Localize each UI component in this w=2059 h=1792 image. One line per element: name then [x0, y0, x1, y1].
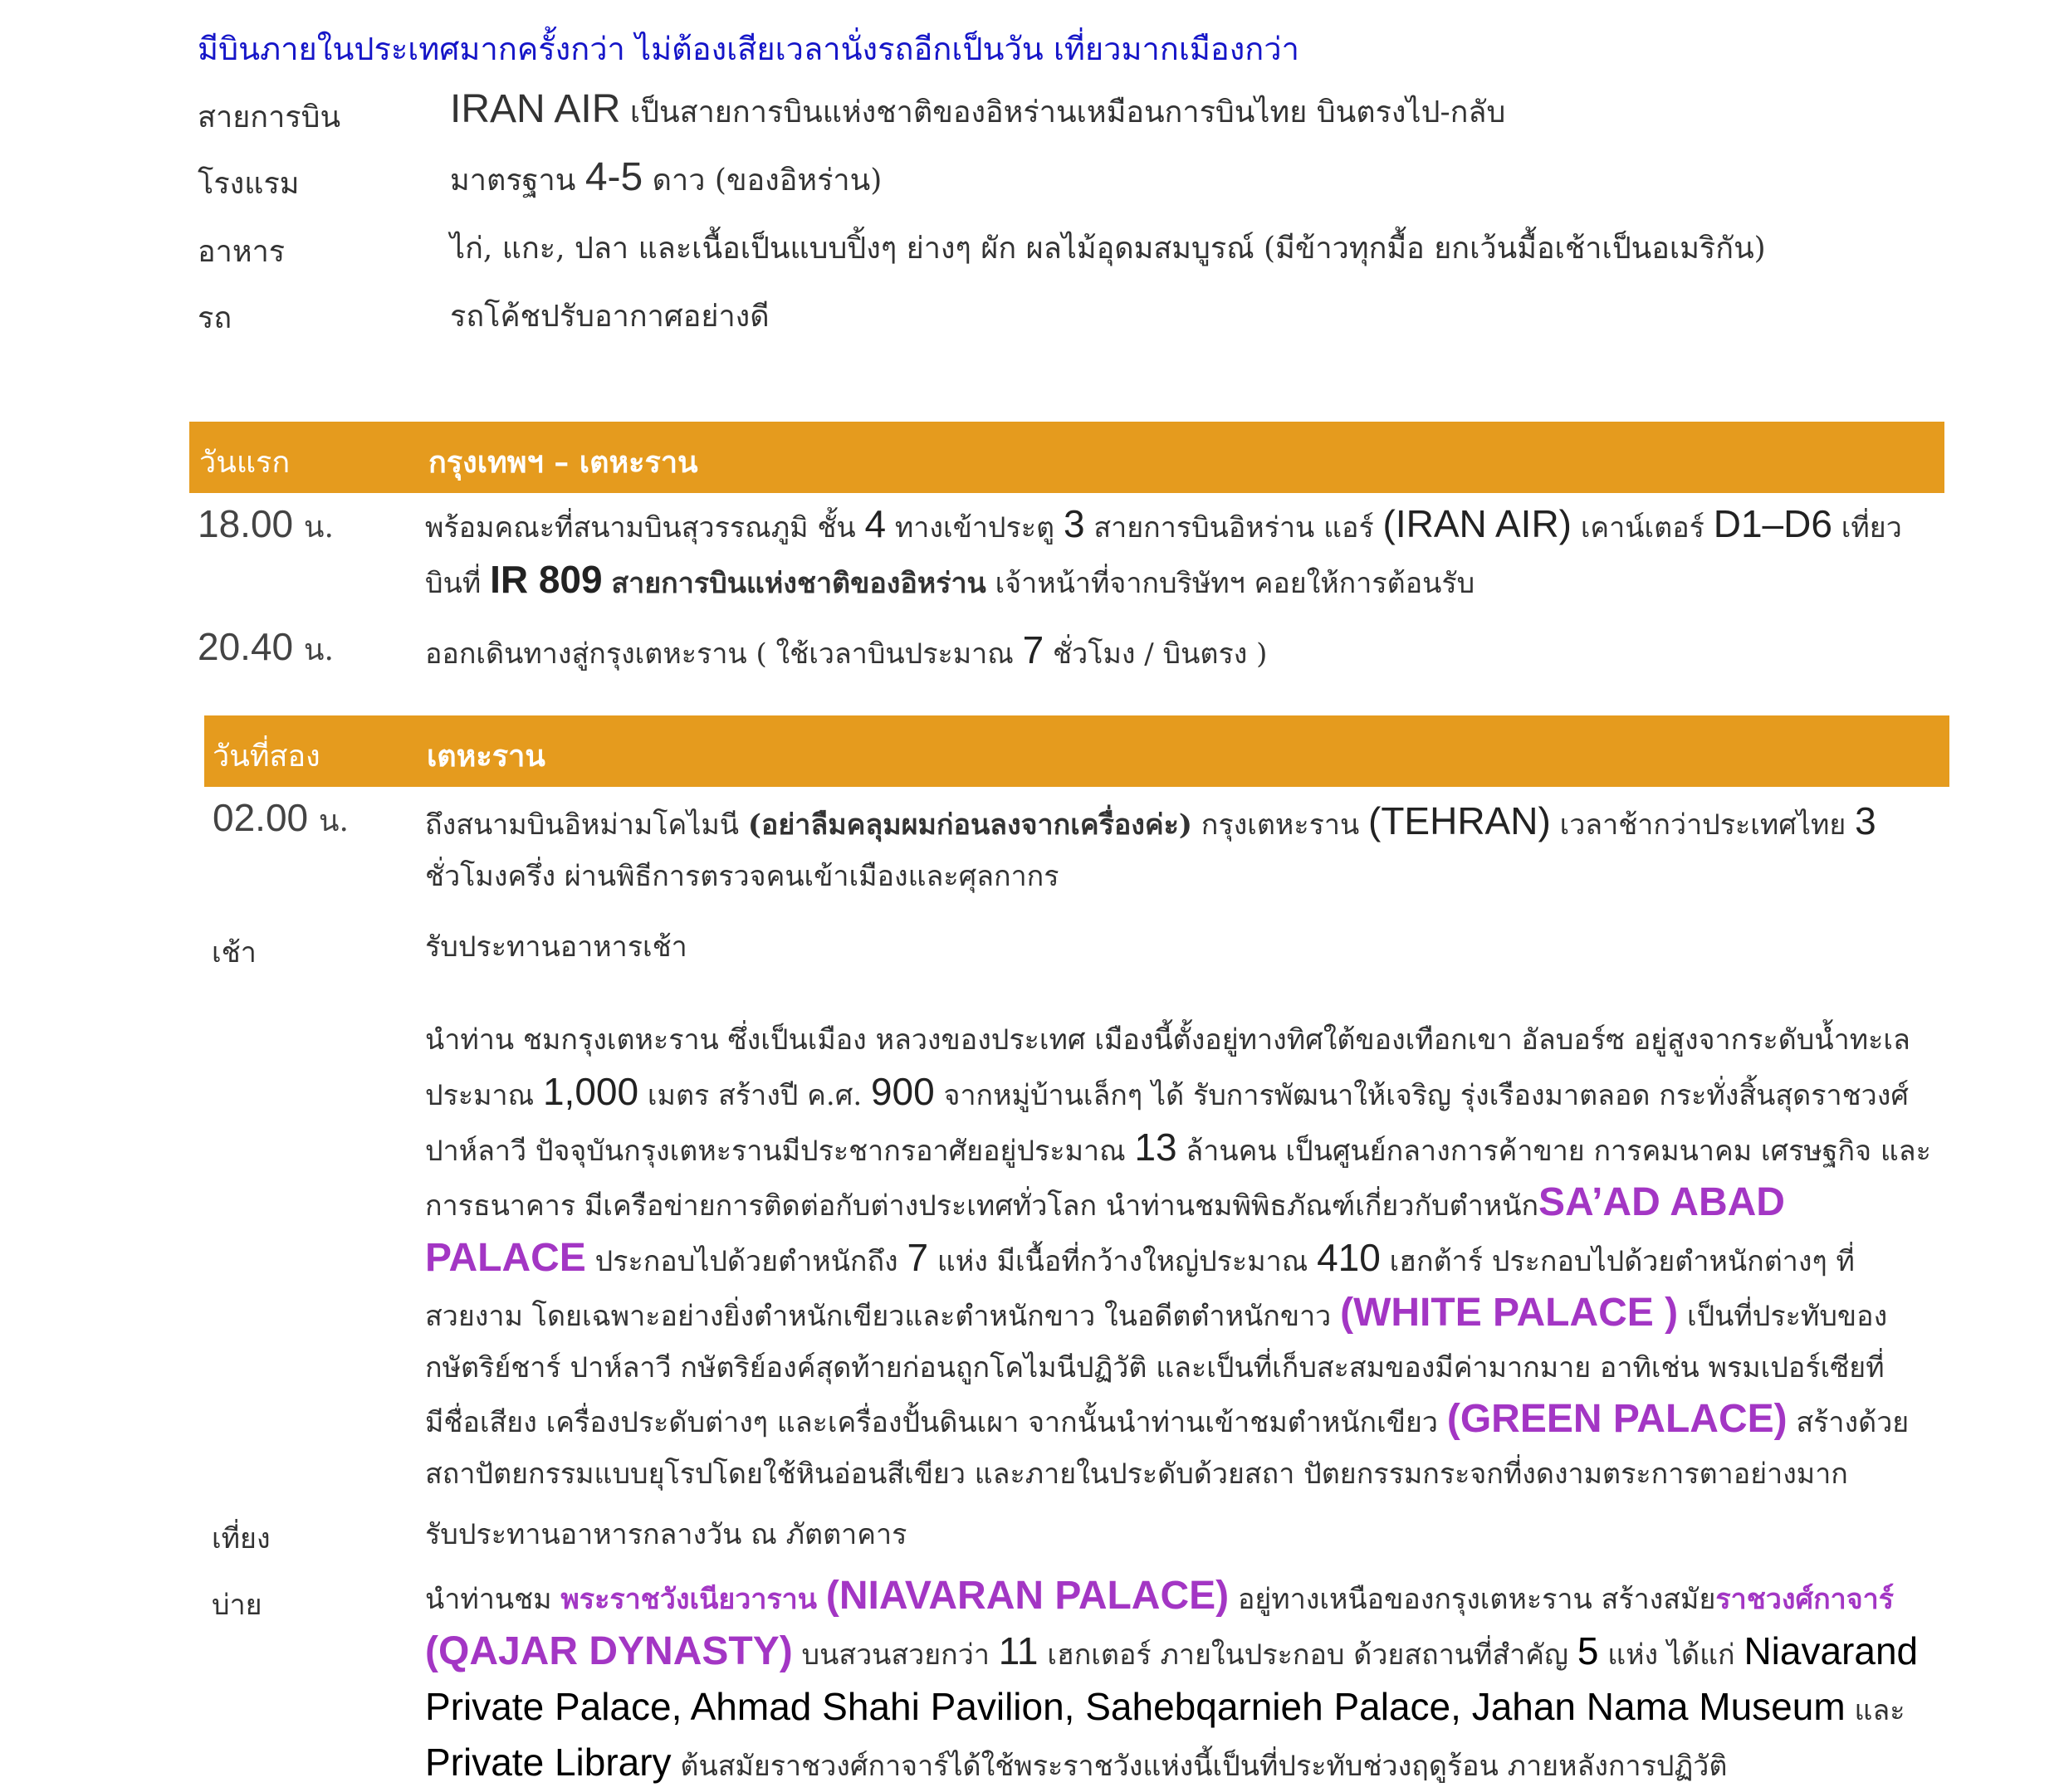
airline-value — [450, 86, 1505, 135]
niavaran-paragraph: นำท่านชม พระราชวังเนียวาราน (NIAVARAN PALACE) อยู่ทางเหนือของกรุงเตหะราน สร้างสมัยราชวงศ์กาจาร์ (QAJAR DYNASTY) บนสวนสวยกว่า 11 เฮกเตอร์ ภายในประกอบ ด้วยสถานที่สำคัญ 5 แห่ง ได้แก่ Niavarand Private Palace, Ahmad Shahi Pavilion, Sahebqarnieh Palace, Jahan Nama Museum และ Private Library ต้นสมัยราชวงศ์กาจาร์ได้ใช้พระราชวังแห่งนี้เป็นที่ประทับช่วงฤดูร้อน ภายหลังการปฏิวัติ — [425, 1574, 1919, 1784]
day2-route: เตหะราน — [427, 739, 545, 774]
airline-desc: เป็นสายการบินแห่งชาติของอิหร่านเหมือนการบินไทย บินตรงไป-กลับ — [629, 95, 1506, 129]
saad-abad-palace: SA’AD ABAD PALACE — [425, 1180, 1785, 1280]
airline-label: สายการบิน — [198, 100, 341, 134]
day2-header — [204, 715, 1949, 787]
day1-route: กรุงเทพฯ – เตหะราน — [428, 445, 698, 480]
hotel-label: โรงแรม — [198, 167, 300, 201]
afternoon-label: บ่าย — [212, 1589, 262, 1622]
breakfast-text: รับประทานอาหารเช้า — [425, 930, 687, 964]
tehran-paragraph: นำท่าน ชมกรุงเตหะราน ซึ่งเป็นเมือง หลวงของประเทศ เมืองนี้ตั้งอยู่ทางทิศใต้ของเทือกเขา อัลบอร์ซ อยู่สูงจากระดับน้ำทะเลประมาณ 1,000 เมตร สร้างปี ค.ศ. 900 จากหมู่บ้านเล็กๆ ได้ รับการพัฒนาให้เจริญ รุ่งเรืองมาตลอด กระทั่งสิ้นสุดราชวงศ์ปาห์ลาวี ปัจจุบันกรุงเตหะรานมีประชากรอาศัยอยู่ประมาณ 13 ล้านคน เป็นศูนย์กลางการค้าขาย การคมนาคม เศรษฐกิจ และการธนาคาร มีเครือข่ายการติดต่อกับต่างประเทศทั่วโลก นำท่านชมพิพิธภัณฑ์เกี่ยวกับตำหนักSA’AD ABAD PALACE ประกอบไปด้วยตำหนักถึง 7 แห่ง มีเนื้อที่กว้างใหญ่ประมาณ 410 เฮกต้าร์ ประกอบไปด้วยตำหนักต่างๆ ที่สวยงาม โดยเฉพาะอย่างยิ่งตำหนักเขียวและตำหนักขาว ในอดีตตำหนักขาว (WHITE PALACE ) เป็นที่ประทับของกษัตริย์ชาร์ ปาห์ลาวี กษัตริย์องค์สุดท้ายก่อนถูกโคไมนีปฏิวัติ และเป็นที่เก็บสะสมของมีค่ามากมาย อาทิเช่น พรมเปอร์เซียที่มีชื่อเสียง เครื่องประดับต่างๆ และเครื่องปั้นดินเผา จากนั้นนำท่านเข้าชมตำหนักเขียว (GREEN PALACE) สร้างด้วยสถาปัตยกรรมแบบยุโรปโดยใช้หินอ่อนสีเขียว และภายในประดับด้วยสถา ปัตยกรรมกระจกที่งดงามตระการตาอย่างมาก — [425, 1023, 1931, 1491]
day1-desc-1: พร้อมคณะที่สนามบินสุวรรณภูมิ ชั้น 4 ทางเข้าประตู 3 สายการบินอิหร่าน แอร์ (IRAN AIR) เคาน์เตอร์ D1–D6 เที่ยวบินที่ IR 809 สายการบินแห่งชาติของอิหร่าน เจ้าหน้าที่จากบริษัทฯ คอยให้การต้อนรับ — [425, 502, 1902, 601]
day2-time-1: 02.00 น. — [213, 796, 349, 839]
food-label: อาหาร — [198, 235, 286, 269]
lunch-text: รับประทานอาหารกลางวัน ณ ภัตตาคาร — [425, 1518, 907, 1551]
hotel-post: ดาว (ของอิหร่าน) — [652, 164, 883, 198]
day1-time-2: 20.40 น. — [198, 625, 334, 668]
day1-time-1: 18.00 น. — [198, 502, 334, 545]
hotel-pre: มาตรฐาน — [450, 164, 576, 198]
breakfast-label: เช้า — [212, 936, 257, 969]
bus-label: รถ — [198, 301, 232, 335]
airline-name: IRAN AIR — [450, 87, 621, 131]
white-palace: (WHITE PALACE ) — [1340, 1291, 1679, 1335]
day1-label: วันแรก — [199, 446, 291, 480]
hotel-value — [450, 154, 882, 203]
day1-desc-2: ออกเดินทางสู่กรุงเตหะราน ( ใช้เวลาบินประมาณ 7 ชั่วโมง / บินตรง ) — [425, 628, 1268, 671]
food-value: ไก่, แกะ, ปลา และเนื้อเป็นแบบปิ้งๆ ย่างๆ ผัก ผลไม้อุดมสมบูรณ์ (มีข้าวทุกมื้อ ยกเว้นมื้อเช้าเป็นอเมริกัน) — [450, 232, 1766, 266]
qajar-dynasty: (QAJAR DYNASTY) — [425, 1629, 793, 1673]
page-headline: มีบินภายในประเทศมากครั้งกว่า ไม่ต้องเสียเวลานั่งรถอีกเป็นวัน เที่ยวมากเมืองกว่า — [198, 31, 1299, 67]
day1-header — [189, 422, 1944, 493]
lunch-label: เที่ยง — [212, 1522, 271, 1555]
day2-desc-1: ถึงสนามบินอิหม่ามโคไมนี (อย่าลืมคลุมผมก่อนลงจากเครื่องค่ะ) กรุงเตหะราน (TEHRAN) เวลาช้ากว่าประเทศไทย 3 ชั่วโมงครึ่ง ผ่านพิธีการตรวจคนเข้าเมืองและศุลกากร — [425, 799, 1876, 893]
green-palace: (GREEN PALACE) — [1446, 1397, 1788, 1441]
hotel-stars: 4-5 — [584, 155, 643, 199]
bus-value: รถโค้ชปรับอากาศอย่างดี — [450, 300, 770, 334]
day2-label: วันที่สอง — [213, 740, 320, 774]
niavaran-palace: (NIAVARAN PALACE) — [825, 1574, 1230, 1618]
